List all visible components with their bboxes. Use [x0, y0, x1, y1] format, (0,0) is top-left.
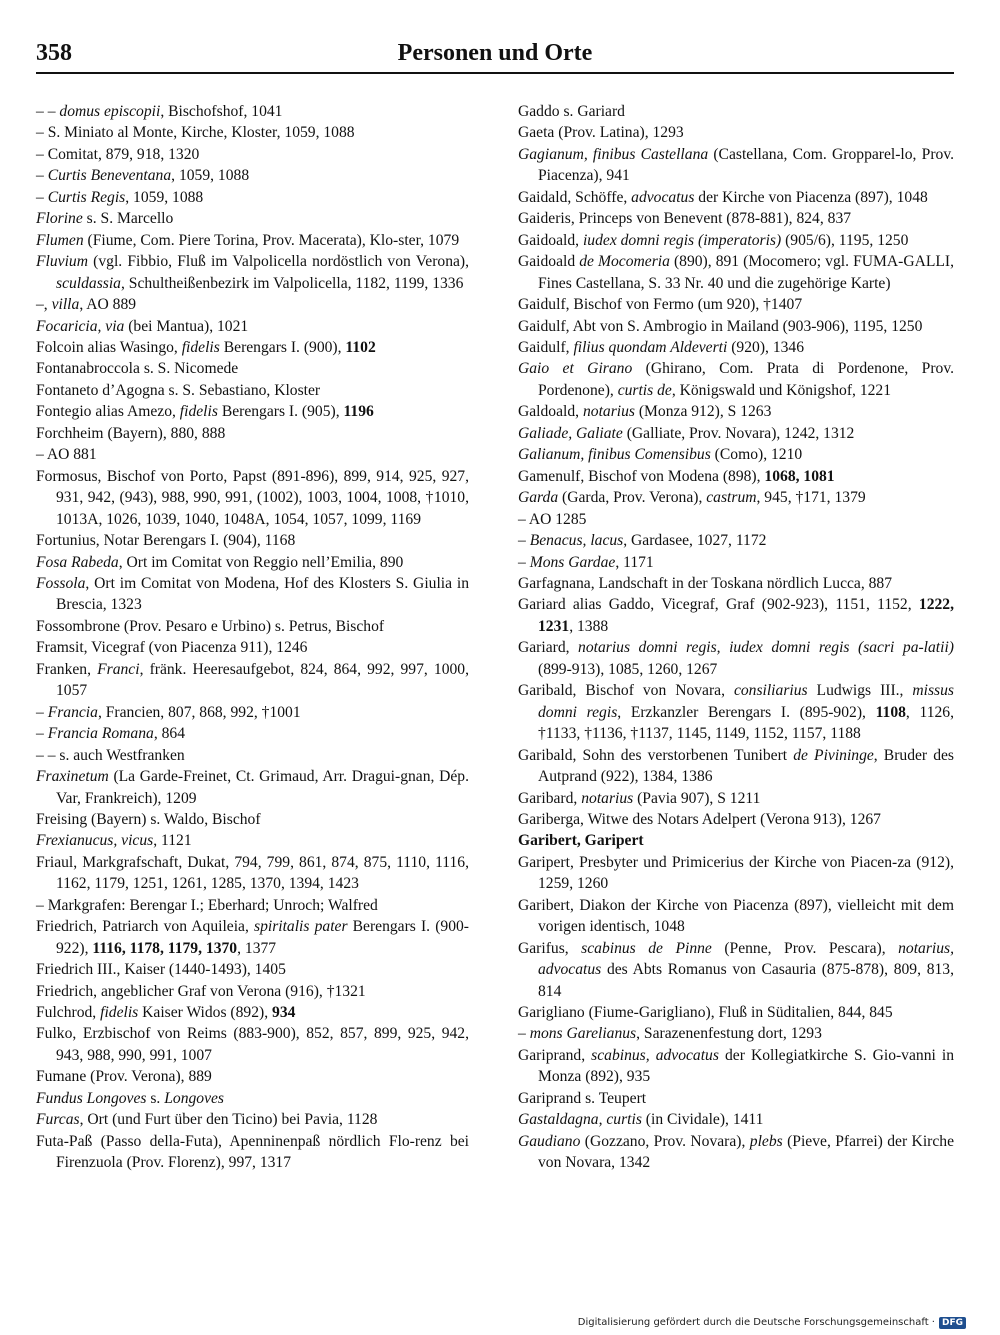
- index-entry: Garibald, Sohn des verstorbenen Tunibert de Pivininge, Bruder des Autprand (922), 1384, 1386: [518, 746, 954, 786]
- page-header: [36, 38, 954, 74]
- page-number: 358: [36, 40, 72, 66]
- index-entry: – Francia Romana, 864: [36, 725, 186, 743]
- index-entry: Friedrich, Patriarch von Aquileia, spiritalis pater Berengars I. (900-922), 1116, 1178, 1179, 1370, 1377: [36, 918, 469, 957]
- index-entry: Gariard, notarius domni regis, iudex domni regis (sacri pa-latii) (899-913), 1085, 1260, 1267: [518, 639, 954, 678]
- index-entry: Forchheim (Bayern), 880, 888: [36, 424, 226, 442]
- index-entry: Frexianucus, vicus, 1121: [36, 832, 192, 850]
- index-entry: Gaidulf, Bischof von Fermo (um 920), †1407: [518, 296, 803, 314]
- index-entry: Florine s. S. Marcello: [36, 210, 174, 228]
- index-entry: – S. Miniato al Monte, Kirche, Kloster, 1059, 1088: [36, 124, 355, 142]
- index-entry: Gariard alias Gaddo, Vicegraf, Graf (902-923), 1151, 1152, 1222, 1231, 1388: [518, 596, 954, 635]
- index-entry: Gaidoald de Mocomeria (890), 891 (Mocomero; vgl. FUMA-GALLI, Fines Castellana, S. 33 Nr. 40 und die zugehörige Karte): [518, 253, 954, 292]
- index-entry: Fosa Rabeda, Ort im Comitat von Reggio nell’Emilia, 890: [36, 553, 404, 571]
- index-entry: Fontanabroccola s. S. Nicomede: [36, 360, 239, 378]
- index-entry: Gariprand s. Teupert: [518, 1089, 647, 1107]
- index-entry: Gaio et Girano (Ghirano, Com. Prata di Pordenone, Prov. Pordenone), curtis de, Königswald und Königshof, 1221: [518, 360, 954, 399]
- index-entry: – Markgrafen: Berengar I.; Eberhard; Unroch; Walfred: [36, 896, 378, 914]
- index-entry: Fontegio alias Amezo, fidelis Berengars I. (905), 1196: [36, 403, 374, 421]
- index-entry: Fluvium (vgl. Fibbio, Fluß im Valpolicella nordöstlich von Verona), sculdassia, Schultheißenbezirk im Valpolicella, 1182, 1199, 1336: [36, 253, 469, 292]
- index-entry: Garibald, Bischof von Novara, consiliarius Ludwigs III., missus domni regis, Erzkanzler Berengars I. (895-902), 1108, 1126, †1133, †1136, †1137, 1145, 1149, 1152, 1157, 1188: [518, 682, 954, 743]
- index-entry: – Mons Gardae, 1171: [518, 553, 654, 571]
- index-entry: – Benacus, lacus, Gardasee, 1027, 1172: [518, 532, 767, 550]
- index-entry: Freising (Bayern) s. Waldo, Bischof: [36, 810, 261, 828]
- index-entry: Fulchrod, fidelis Kaiser Widos (892), 934: [36, 1004, 296, 1022]
- index-entry: Futa-Paß (Passo della-Futa), Apenninenpaß nördlich Flo-renz bei Firenzuola (Prov. Florenz), 997, 1317: [36, 1132, 469, 1172]
- index-entry: Galdoald, notarius (Monza 912), S 1263: [518, 403, 772, 421]
- index-entry: – Curtis Beneventana, 1059, 1088: [36, 167, 250, 185]
- index-entry: Gaidald, Schöffe, advocatus der Kirche von Piacenza (897), 1048: [518, 188, 928, 206]
- index-entry: Gamenulf, Bischof von Modena (898), 1068, 1081: [518, 467, 835, 485]
- index-entry: Friaul, Markgrafschaft, Dukat, 794, 799, 861, 874, 875, 1110, 1116, 1162, 1179, 1251, 1261, 1285, 1370, 1394, 1423: [36, 853, 469, 893]
- index-entry: Gaidulf, Abt von S. Ambrogio in Mailand (903-906), 1195, 1250: [518, 317, 923, 335]
- index-entry: Furcas, Ort (und Furt über den Ticino) bei Pavia, 1128: [36, 1111, 378, 1129]
- index-entry: Gastaldagna, curtis (in Cividale), 1411: [518, 1111, 764, 1129]
- index-entry: – mons Garelianus, Sarazenenfestung dort, 1293: [518, 1025, 822, 1043]
- index-entry: Fulko, Erzbischof von Reims (883-900), 852, 857, 899, 925, 942, 943, 988, 990, 991, 1007: [36, 1025, 469, 1064]
- index-entry: Garifus, scabinus de Pinne (Penne, Prov. Pescara), notarius, advocatus des Abts Romanus von Casauria (875-878), 809, 813, 814: [518, 939, 954, 1000]
- index-entry: Gaideris, Princeps von Benevent (878-881), 824, 837: [518, 210, 852, 228]
- left-column: [36, 101, 469, 1174]
- index-entry: Garipert, Presbyter und Primicerius der Kirche von Piacen-za (912), 1259, 1260: [518, 853, 954, 893]
- index-entry: Fossombrone (Prov. Pesaro e Urbino) s. Petrus, Bischof: [36, 617, 385, 635]
- index-entry: – Curtis Regis, 1059, 1088: [36, 188, 204, 206]
- right-column: [518, 101, 954, 1174]
- index-entry: Fraxinetum (La Garde-Freinet, Ct. Grimaud, Arr. Dragui-gnan, Dép. Var, Frankreich), 1209: [36, 768, 469, 807]
- index-entry: – – s. auch Westfranken: [36, 746, 185, 764]
- index-entry: Garda (Garda, Prov. Verona), castrum, 945, †171, 1379: [518, 489, 866, 507]
- index-entry: Framsit, Vicegraf (von Piacenza 911), 1246: [36, 639, 308, 657]
- index-entry: Gaidulf, filius quondam Aldeverti (920), 1346: [518, 338, 805, 356]
- index-entry: Gaudiano (Gozzano, Prov. Novara), plebs (Pieve, Pfarrei) der Kirche von Novara, 1342: [518, 1132, 954, 1172]
- index-entry: Garfagnana, Landschaft in der Toskana nördlich Lucca, 887: [518, 574, 893, 592]
- index-entry: Garibert, Garipert: [518, 832, 644, 850]
- index-entry: Formosus, Bischof von Porto, Papst (891-896), 899, 914, 925, 927, 931, 942, (943), 988, 990, 991, (1002), 1003, 1004, 1008, †1010, 1013A, 1026, 1039, 1040, 1048A, 1054, 1057, 1099, 1169: [36, 467, 469, 528]
- index-entry: – – domus episcopii, Bischofshof, 1041: [36, 103, 283, 120]
- index-entry: Franken, Franci, fränk. Heeresaufgebot, 824, 864, 992, 997, 1000, 1057: [36, 660, 469, 700]
- index-entry: – AO 1285: [518, 510, 587, 528]
- index-entry: Gagianum, finibus Castellana (Castellana, Com. Gropparel-lo, Prov. Piacenza), 941: [518, 145, 954, 185]
- index-entry: Galianum, finibus Comensibus (Como), 1210: [518, 446, 803, 464]
- index-entry: Garibert, Diakon der Kirche von Piacenza (897), vielleicht mit dem vorigen identisch, 1048: [518, 896, 954, 936]
- index-entry: Focaricia, via (bei Mantua), 1021: [36, 317, 249, 335]
- index-entry: Folcoin alias Wasingo, fidelis Berengars I. (900), 1102: [36, 338, 376, 356]
- index-entry: Gariprand, scabinus, advocatus der Kollegiatkirche S. Gio-vanni in Monza (892), 935: [518, 1046, 955, 1086]
- index-entry: – Francia, Francien, 807, 868, 992, †1001: [36, 703, 301, 721]
- index-entry: Fortunius, Notar Berengars I. (904), 1168: [36, 532, 296, 550]
- index-entry: Fumane (Prov. Verona), 889: [36, 1068, 212, 1086]
- index-entry: Fontaneto d’Agogna s. S. Sebastiano, Kloster: [36, 381, 321, 399]
- index-entry: Friedrich, angeblicher Graf von Verona (916), †1321: [36, 982, 366, 1000]
- index-entry: – Comitat, 879, 918, 1320: [36, 145, 200, 163]
- page-title: Personen und Orte: [397, 40, 593, 66]
- index-entry: Fundus Longoves s. Longoves: [36, 1089, 224, 1107]
- index-entry: – AO 881: [36, 446, 97, 464]
- index-entry: Gaidoald, iudex domni regis (imperatoris) (905/6), 1195, 1250: [518, 231, 909, 249]
- index-entry: Gaeta (Prov. Latina), 1293: [518, 124, 684, 142]
- index-entry: Flumen (Fiume, Com. Piere Torina, Prov. Macerata), Klo-ster, 1079: [36, 231, 460, 249]
- footer-credit: [578, 1317, 966, 1329]
- footer-credit-text: Digitalisierung gefördert durch die Deutsche Forschungsgemeinschaft ·: [577, 1317, 935, 1328]
- index-entry: Fossola, Ort im Comitat von Modena, Hof des Klosters S. Giulia in Brescia, 1323: [36, 574, 469, 614]
- index-entry: Garibard, notarius (Pavia 907), S 1211: [518, 789, 761, 807]
- index-entry: Gariberga, Witwe des Notars Adelpert (Verona 913), 1267: [518, 810, 881, 828]
- index-entry: Garigliano (Fiume-Garigliano), Fluß in Süditalien, 844, 845: [518, 1004, 893, 1022]
- dfg-logo: DFG: [939, 1317, 966, 1329]
- index-entry: Galiade, Galiate (Galliate, Prov. Novara), 1242, 1312: [518, 424, 855, 442]
- index-entry: –, villa, AO 889: [36, 296, 137, 314]
- index-entry: Friedrich III., Kaiser (1440-1493), 1405: [36, 961, 286, 979]
- index-entry: Gaddo s. Gariard: [518, 103, 625, 120]
